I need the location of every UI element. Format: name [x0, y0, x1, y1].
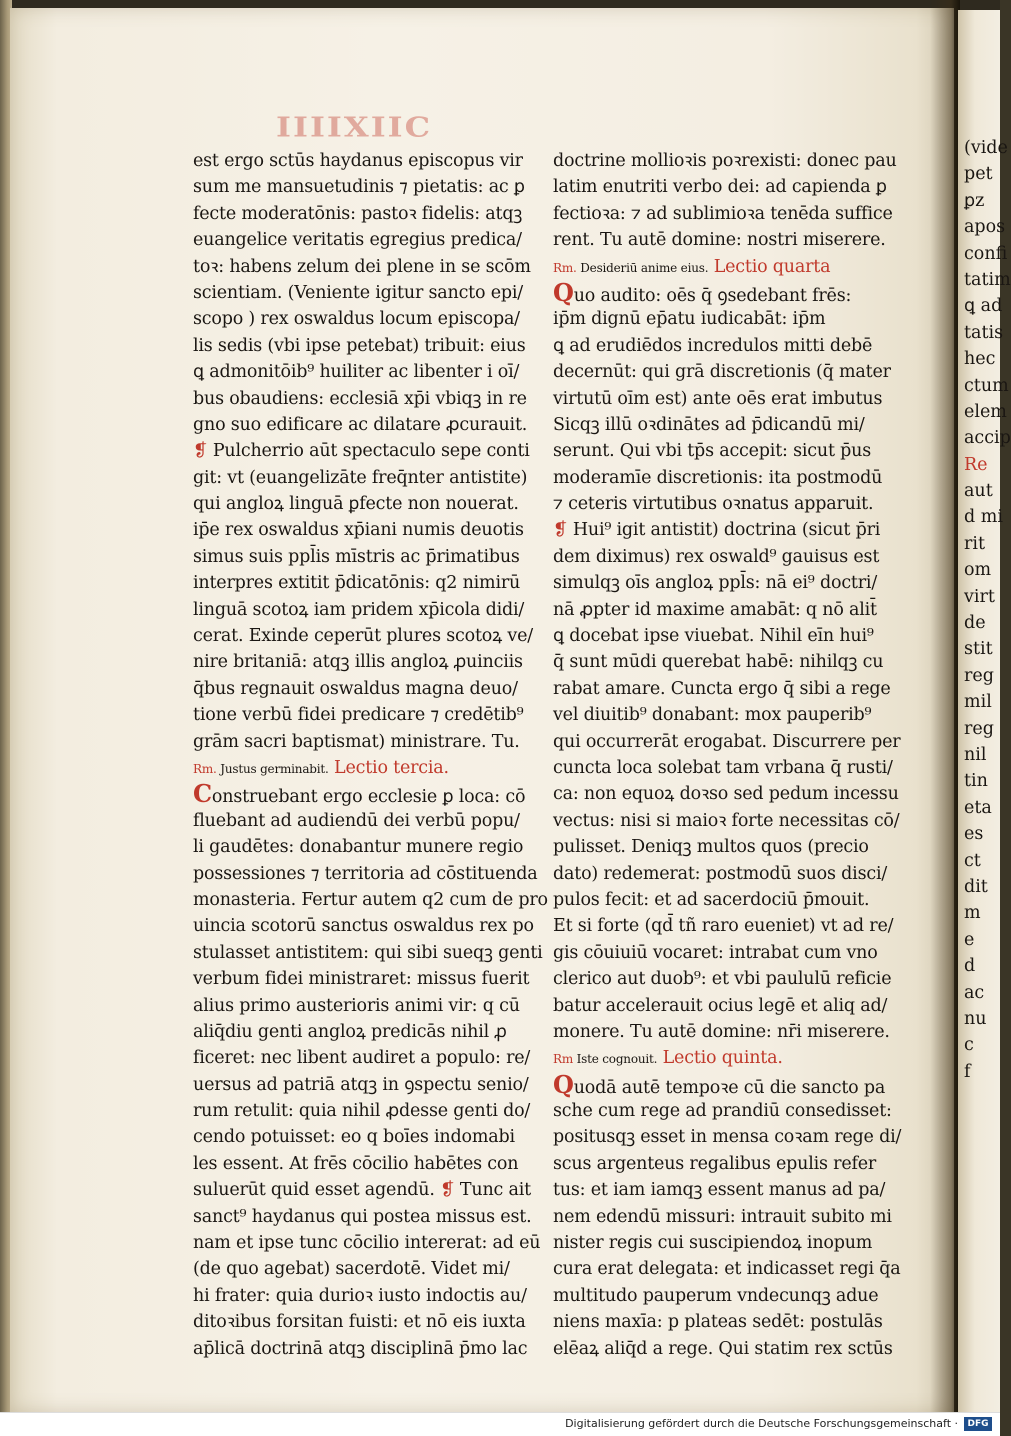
text-segment: ap̄licā doctrinā atqꝫ disciplinā p̄mo lac: [193, 1338, 528, 1359]
text-segment: ꝗ ad erudiēdos incredulos mitti debē: [553, 335, 873, 356]
text-line: [553, 623, 898, 649]
text-segment: li gaudētes: donabantur munere regio: [193, 837, 524, 858]
text-segment: ꝗ admonitōib⁹ huiliter ac libenter i oī/: [193, 362, 520, 383]
text-segment: ꝗ ad: [964, 296, 1003, 317]
text-segment: latim enutriti verbo dei: ad capienda ꝑ: [553, 177, 887, 198]
text-line: [193, 808, 538, 834]
facing-page-fragment: [958, 610, 1011, 636]
text-line: [193, 544, 538, 570]
facing-page-fragment: [958, 663, 1011, 689]
text-line: [193, 254, 538, 280]
text-segment: dato) redemerat: postmodū suos disci/: [553, 863, 888, 884]
text-segment: nā ꝓpter id maxime amabāt: q nō alit̄: [553, 599, 877, 620]
text-segment: vel diuitib⁹ donabant: mox pauperib⁹: [553, 705, 872, 726]
text-line: [193, 1045, 538, 1071]
text-line: [553, 1177, 898, 1203]
text-segment: ctum: [964, 375, 1009, 396]
text-line: [553, 597, 898, 623]
text-line: [193, 438, 538, 464]
text-segment: tus: et iam iamqꝫ essent manus ad pa/: [553, 1180, 886, 1201]
text-segment: hec: [964, 349, 996, 370]
text-segment: fectioꝛa: ⁊ ad sublimioꝛa tenēda suffice: [553, 203, 893, 224]
text-segment: verbum fidei ministraret: missus fuerit: [193, 969, 530, 990]
text-line: [553, 755, 898, 781]
text-line: [553, 148, 898, 174]
facing-page-fragment: [958, 927, 1011, 953]
text-segment: q̄bus regnauit oswaldus magna deuo/: [193, 678, 518, 699]
text-line: [193, 201, 538, 227]
text-segment: rabat amare. Cuncta ergo q̄ sibi a rege: [553, 678, 891, 699]
text-segment: decernūt: qui grā discretionis (q̄ mater: [553, 362, 891, 383]
gutter-shadow: [930, 0, 960, 1412]
text-segment: cura erat delegata: et indicasset regi q̄a: [553, 1259, 901, 1280]
text-line: [553, 887, 898, 913]
text-segment: clerico aut duob⁹: et vbi paululū reficie: [553, 969, 892, 990]
text-segment: nam et ipse tunc cōcilio intererat: ad eū: [193, 1233, 541, 1254]
text-segment: ditoꝛibus forsitan fuisti: et nō eis iuxta: [193, 1312, 526, 1333]
text-segment: virtutū oīm est) ante oēs erat imbutus: [553, 388, 883, 409]
text-segment: e: [964, 929, 975, 950]
text-line: [193, 1336, 538, 1362]
text-column-right: [553, 148, 902, 1362]
facing-page-fragment: [958, 346, 1011, 372]
text-line: [553, 386, 898, 412]
text-line: [553, 1309, 898, 1335]
text-line: [553, 1019, 898, 1045]
text-line: [193, 148, 538, 174]
text-line: [553, 306, 898, 332]
text-segment: ca: non equoꝝ doꝛso sed pedum incessu: [553, 784, 899, 805]
text-segment: est ergo sctūs haydanus episcopus vir: [193, 151, 523, 171]
text-line: [553, 174, 898, 200]
text-line: [553, 1204, 898, 1230]
text-segment: reg: [964, 718, 994, 739]
rubric-text: ❡: [440, 1180, 460, 1201]
text-line: [553, 913, 898, 939]
text-line: [553, 781, 898, 807]
text-line: [553, 993, 898, 1019]
text-segment: qui angloꝝ linguā ꝑfecte non nouerat.: [193, 494, 519, 515]
funding-note: Digitalisierung gefördert durch die Deutsche Forschungsgemeinschaft ·: [565, 1417, 958, 1430]
rubric-text: ❡: [193, 441, 213, 462]
text-line: [193, 676, 538, 702]
facing-page-fragment: [958, 953, 1011, 979]
text-line: [193, 729, 538, 755]
text-segment: linguā scotoꝝ iam pridem xp̄icola didi/: [193, 599, 525, 620]
text-segment: toꝛ: habens zelum dei plene in se scōm: [193, 256, 531, 277]
text-line: [193, 755, 538, 781]
facing-page-fragment: [958, 689, 1011, 715]
text-line: [553, 1069, 898, 1099]
text-line: [193, 1098, 538, 1124]
text-segment: mil: [964, 692, 992, 713]
text-line: [553, 1230, 898, 1256]
text-line: [553, 465, 898, 491]
initial-letter: Q: [553, 1069, 574, 1099]
facing-page-fragment: [958, 188, 1011, 214]
text-line: [553, 227, 898, 253]
rubric-text: Lectio quarta: [713, 256, 831, 277]
text-segment: batur accelerauit ocius legē et aliq ad/: [553, 995, 888, 1016]
text-segment: git: vt (euangelizāte freq̄nter antistite): [193, 467, 528, 488]
facing-page-fragment: [958, 531, 1011, 557]
facing-page-fragment: [958, 267, 1011, 293]
text-segment: multitudo pauperum vndecunqꝫ adue: [553, 1285, 879, 1306]
text-segment: uincia scotorū sanctus oswaldus rex po: [193, 916, 534, 937]
facing-page-edge: [958, 10, 1011, 1412]
text-segment: positusqꝫ esset in mensa coꝛam rege di/: [553, 1127, 902, 1148]
facing-page-text: [958, 135, 1011, 1085]
text-line: [553, 861, 898, 887]
text-line: [553, 359, 898, 385]
text-segment: vectus: nisi si maioꝛ forte necessitas cō/: [553, 810, 900, 831]
text-segment: rent. Tu autē domine: nostri miserere.: [553, 230, 886, 251]
text-line: [553, 1151, 898, 1177]
text-segment: scientiam. (Veniente igitur sancto epi/: [193, 282, 523, 303]
text-line: [553, 808, 898, 834]
text-segment: pet: [964, 164, 993, 185]
text-segment: pulos fecit: et ad sacerdociū p̄mouit.: [553, 889, 870, 910]
text-line: [553, 702, 898, 728]
book-page: [10, 8, 954, 1412]
text-line: [553, 517, 898, 543]
text-segment: les essent. At frēs cōcilio habētes con: [193, 1153, 519, 1174]
text-segment: sanct⁹ haydanus qui postea missus est.: [193, 1206, 532, 1227]
text-segment: d: [964, 956, 976, 977]
text-line: [553, 1098, 898, 1124]
text-segment: tatim: [964, 269, 1011, 290]
facing-page-fragment: [958, 848, 1011, 874]
text-segment: uersus ad patriā atqꝫ in ꝯspectu senio/: [193, 1074, 529, 1095]
text-line: [553, 491, 898, 517]
text-line: [553, 438, 898, 464]
facing-page-fragment: [958, 716, 1011, 742]
text-line: [193, 1177, 538, 1203]
text-line: [193, 1283, 538, 1309]
facing-page-fragment: [958, 900, 1011, 926]
text-segment: pulisset. Deniqꝫ multos quos (precio: [553, 837, 869, 858]
text-segment: de: [964, 613, 986, 634]
facing-page-fragment: [958, 135, 1011, 161]
text-segment: bus obaudiens: ecclesiā xp̄i vbiqꝫ in re: [193, 388, 527, 409]
text-segment: ct: [964, 850, 981, 871]
text-line: [193, 887, 548, 913]
text-segment: om: [964, 560, 992, 581]
facing-page-fragment: [958, 214, 1011, 240]
facing-page-fragment: [958, 742, 1011, 768]
text-segment: accip: [964, 428, 1011, 449]
text-line: [553, 570, 898, 596]
text-line: [193, 465, 538, 491]
rubric-text: Lectio tercia.: [334, 757, 449, 778]
text-line: [193, 702, 538, 728]
text-segment: q̄ sunt mūdi querebat habē: nihilqꝫ cu: [553, 652, 884, 673]
text-segment: elēaꝝ aliq̄d a rege. Qui statim rex sctūs: [553, 1338, 893, 1359]
facing-page-fragment: [958, 320, 1011, 346]
text-segment: Sicqꝫ illū oꝛdinātes ad p̄dicandū mi/: [553, 414, 865, 435]
facing-page-fragment: [958, 874, 1011, 900]
facing-page-fragment: [958, 557, 1011, 583]
text-segment: apos: [964, 217, 1006, 238]
text-line: [193, 940, 543, 966]
facing-page-fragment: [958, 584, 1011, 610]
text-segment: elem: [964, 401, 1007, 422]
facing-page-fragment: [958, 452, 1011, 478]
facing-page-fragment: [958, 795, 1011, 821]
text-segment: scopo ) rex oswaldus locum episcopa/: [193, 309, 520, 330]
rubric-text: Re: [964, 454, 988, 475]
text-segment: nire britaniā: atqꝫ illis angloꝝ ꝓuinciis: [193, 652, 523, 673]
text-line: [193, 834, 538, 860]
text-line: [193, 570, 538, 596]
text-line: [553, 544, 898, 570]
text-line: [553, 834, 898, 860]
text-segment: sche cum rege ad prandiū consedisset:: [553, 1101, 892, 1122]
facing-page-fragment: [958, 161, 1011, 187]
text-segment: aut: [964, 481, 993, 502]
facing-page-fragment: [958, 373, 1011, 399]
text-line: [553, 1045, 898, 1071]
text-line: [193, 1309, 538, 1335]
text-line: [193, 412, 538, 438]
text-line: [553, 676, 898, 702]
text-line: [193, 1256, 538, 1282]
facing-page-fragment: [958, 1059, 1011, 1085]
text-segment: niens maxīa: p plateas sedēt: postulās: [553, 1312, 883, 1333]
text-segment: Desideriū anime eius.: [580, 260, 709, 275]
text-segment: ip̄e rex oswaldus xp̄iani numis deuotis: [193, 520, 524, 541]
rubric-text: Rm.: [193, 761, 221, 776]
text-line: [553, 966, 898, 992]
text-segment: Hui⁹ igit antistit) doctrina (sicut p̄ri: [572, 520, 881, 541]
text-line: [553, 940, 898, 966]
facing-page-fragment: [958, 1032, 1011, 1058]
text-segment: euangelice veritatis egregius predica/: [193, 230, 522, 251]
text-line: [553, 412, 898, 438]
text-line: [193, 306, 538, 332]
text-line: [553, 201, 898, 227]
text-line: [193, 174, 538, 200]
rubric-text: ❡: [553, 520, 573, 541]
initial-letter: Q: [553, 277, 574, 307]
text-segment: stit: [964, 639, 993, 660]
text-segment: uodā autē tempoꝛe cū die sancto pa: [573, 1077, 886, 1098]
text-line: [553, 649, 898, 675]
text-segment: Et si forte (qd̄ tñ raro eueniet) vt ad re/: [553, 916, 894, 937]
facing-page-fragment: [958, 504, 1011, 530]
text-segment: ⁊ ceteris virtutibus oꝛnatus apparuit.: [553, 494, 874, 515]
text-segment: nil: [964, 744, 987, 765]
text-segment: (de quo agebat) sacerdotē. Videt mi/: [193, 1259, 510, 1280]
text-line: [193, 333, 538, 359]
text-segment: ficeret: nec libent audiret a populo: re/: [193, 1048, 531, 1069]
facing-page-fragment: [958, 399, 1011, 425]
text-segment: Justus germinabit.: [220, 761, 329, 776]
text-line: [553, 277, 898, 307]
text-segment: confi: [964, 243, 1008, 264]
text-segment: ꝑz: [964, 190, 985, 211]
facing-page-fragment: [958, 1006, 1011, 1032]
text-segment: tione verbū fidei predicare ⁊ credētib⁹: [193, 705, 524, 726]
text-segment: aliq̄diu genti angloꝝ predicās nihil ꝓ: [193, 1021, 507, 1042]
dfg-logo: DFG: [964, 1417, 992, 1431]
text-line: [193, 1072, 538, 1098]
text-segment: moderamīe discretionis: ita postmodū: [553, 467, 883, 488]
text-segment: cuncta loca solebat tam vrbana q̄ rusti/: [553, 757, 893, 778]
facing-page-fragment: [958, 980, 1011, 1006]
text-segment: es: [964, 824, 984, 845]
folio-number: IIIIXIIC: [276, 110, 433, 144]
text-segment: rit: [964, 533, 985, 554]
rubric-text: Lectio quinta.: [662, 1048, 783, 1069]
text-segment: qui occurrerāt erogabat. Discurrere per: [553, 731, 901, 752]
text-segment: hi frater: quia durioꝛ iusto indoctis au/: [193, 1285, 527, 1306]
text-segment: simus suis ppl̄is mīstris ac p̄rimatibus: [193, 546, 520, 567]
text-segment: ac: [964, 982, 985, 1003]
text-line: [193, 1124, 538, 1150]
text-line: [193, 386, 538, 412]
facing-page-fragment: [958, 636, 1011, 662]
text-segment: m: [964, 903, 981, 924]
text-segment: interpres extitit p̄dicatōnis: q2 nimirū: [193, 573, 521, 594]
text-segment: dit: [964, 876, 988, 897]
text-segment: nem edendū missuri: intrauit subito mi: [553, 1206, 892, 1227]
text-segment: fecte moderatōnis: pastoꝛ fidelis: atqꝫ: [193, 203, 523, 224]
initial-letter: C: [193, 779, 212, 809]
text-segment: f: [964, 1061, 971, 1082]
text-segment: dem diximus) rex oswald⁹ gauisus est: [553, 546, 880, 567]
text-segment: possessiones ⁊ territoria ad cōstituenda: [193, 863, 538, 884]
text-segment: gno suo edificare ac dilatare ꝓcurauit.: [193, 414, 528, 435]
text-line: [193, 781, 538, 807]
text-segment: doctrine mollioꝛis poꝛrexisti: donec pau: [553, 151, 897, 171]
text-line: [553, 1256, 901, 1282]
text-line: [193, 517, 538, 543]
facing-page-fragment: [958, 425, 1011, 451]
text-segment: lis sedis (vbi ipse petebat) tribuit: eius: [193, 335, 526, 356]
text-line: [193, 491, 538, 517]
text-line: [553, 1124, 902, 1150]
text-line: [553, 254, 898, 280]
text-segment: cendo potuisset: eo q boīes indomabi: [193, 1127, 515, 1148]
text-line: [193, 623, 538, 649]
text-segment: Tunc ait: [459, 1180, 531, 1201]
text-line: [193, 913, 538, 939]
text-segment: serunt. Qui vbi tp̄s accepit: sicut p̄us: [553, 441, 871, 462]
text-segment: alius primo austerioris animi vir: q cū: [193, 995, 520, 1016]
text-segment: nu: [964, 1008, 987, 1029]
text-line: [193, 649, 538, 675]
text-segment: d mi: [964, 507, 1003, 528]
text-line: [193, 359, 538, 385]
text-segment: gis cōuiuiū vocaret: intrabat cum vno: [553, 942, 878, 963]
text-segment: simulqꝫ oīs angloꝝ ppl̄s: nā ei⁹ doctri/: [553, 573, 878, 594]
facing-page-fragment: [958, 293, 1011, 319]
facing-page-fragment: [958, 768, 1011, 794]
text-segment: monere. Tu autē domine: nr̄i miserere.: [553, 1021, 890, 1042]
rubric-text: Rm.: [553, 260, 581, 275]
text-segment: tatis: [964, 322, 1004, 343]
text-line: [553, 1283, 898, 1309]
text-segment: rum retulit: quia nihil ꝓdesse genti do/: [193, 1101, 531, 1122]
text-segment: virt: [964, 586, 995, 607]
text-line: [193, 1204, 538, 1230]
text-line: [193, 227, 538, 253]
text-segment: cerat. Exinde ceperūt plures scotoꝝ ve/: [193, 626, 533, 647]
text-segment: ip̄m dignū ep̄atu iudicabāt: ip̄m: [553, 309, 826, 330]
facing-page-fragment: [958, 241, 1011, 267]
facing-page-fragment: [958, 478, 1011, 504]
text-segment: monasteria. Fertur autem q2 cum de pro: [193, 889, 548, 910]
text-segment: Pulcherrio aūt spectaculo sepe conti: [212, 441, 530, 462]
text-segment: fluebant ad audiendū dei verbū popu/: [193, 810, 520, 831]
text-segment: reg: [964, 665, 994, 686]
rubric-text: Rm: [553, 1052, 577, 1067]
text-segment: ꝗ docebat ipse viuebat. Nihil eīn hui⁹: [553, 626, 874, 647]
facing-page-fragment: [958, 821, 1011, 847]
text-segment: suluerūt quid esset agendū.: [193, 1180, 441, 1201]
text-column-left: [193, 148, 548, 1362]
text-segment: stulasset antistitem: qui sibi sueqꝫ genti: [193, 942, 543, 963]
text-line: [193, 966, 538, 992]
text-line: [193, 861, 538, 887]
text-line: [193, 597, 538, 623]
text-line: [193, 993, 538, 1019]
text-line: [553, 729, 901, 755]
text-line: [193, 280, 538, 306]
text-segment: (vide: [964, 138, 1008, 158]
text-segment: nister regis cui suscipiendoꝝ inopum: [553, 1233, 873, 1254]
text-line: [193, 1019, 538, 1045]
text-line: [193, 1230, 541, 1256]
text-segment: c: [964, 1035, 974, 1056]
text-line: [553, 333, 898, 359]
text-segment: Iste cognouit.: [576, 1052, 658, 1067]
text-segment: scus argenteus regalibus epulis refer: [553, 1153, 877, 1174]
text-segment: uo audito: oēs q̄ ꝯsedebant frēs:: [573, 285, 852, 306]
text-segment: tin: [964, 771, 988, 792]
text-segment: eta: [964, 797, 992, 818]
text-segment: sum me mansuetudinis ⁊ pietatis: ac ꝑ: [193, 177, 525, 198]
text-line: [193, 1151, 538, 1177]
text-line: [553, 1336, 898, 1362]
footer-bar: [0, 1412, 1000, 1436]
text-segment: grām sacri baptismat) ministrare. Tu.: [193, 731, 520, 752]
text-segment: onstruebant ergo ecclesie ꝑ loca: cō: [211, 787, 526, 808]
